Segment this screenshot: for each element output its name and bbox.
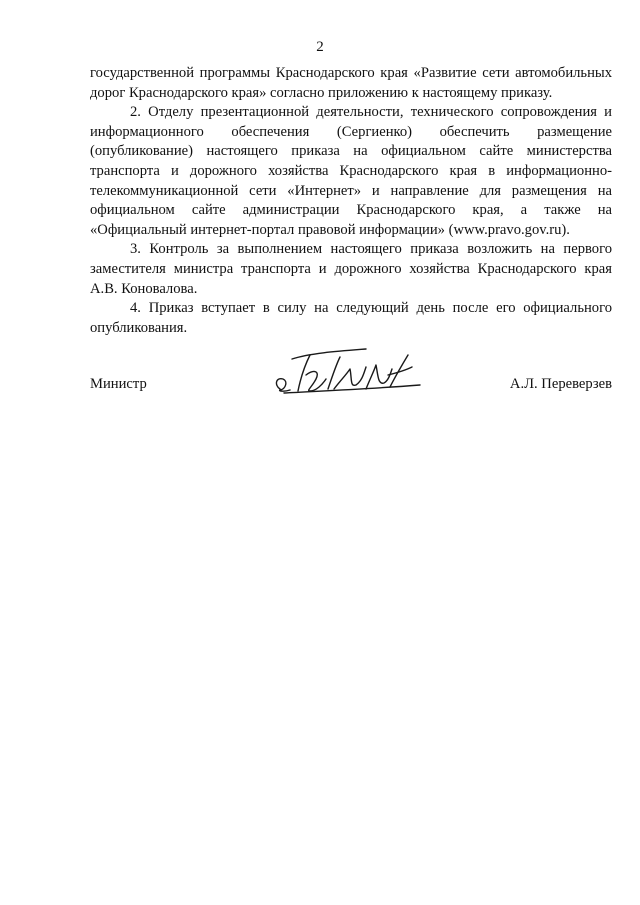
paragraph-control: 3. Контроль за выполнением настоящего приказа возложить на первого заместителя министра транспорта и дорожного хозяйства Краснодарского края А.В. Коновалова. [90,241,612,297]
paragraph-continuation: государственной программы Краснодарского края «Развитие сети автомобильных дорог Краснодарского края» согласно приложению к настоящему приказу. [90,65,612,101]
signatory-title: Министр [90,376,147,392]
handwritten-signature-icon [270,345,430,405]
paragraph-effective-date: 4. Приказ вступает в силу на следующий день после его официального опубликования. [90,300,612,336]
signature-block [90,370,612,410]
signatory-name: А.Л. Переверзев [509,376,612,392]
paragraph-publication: 2. Отделу презентационной деятельности, технического сопровождения и информационного обеспечения (Сергиенко) обеспечить размещение (опубликование) настоящего приказа на официальном сайте министерства транспорта и дорожного хозяйства Краснодарского края в информационно-телекоммуникационной сети «Интернет» и направление для размещения на официальном сайте администрации Краснодарского края, а также на «Официальный интернет-портал правовой информации» (www.pravo.gov.ru). [90,104,612,238]
document-body [90,64,612,338]
page-number: 2 [316,39,324,55]
